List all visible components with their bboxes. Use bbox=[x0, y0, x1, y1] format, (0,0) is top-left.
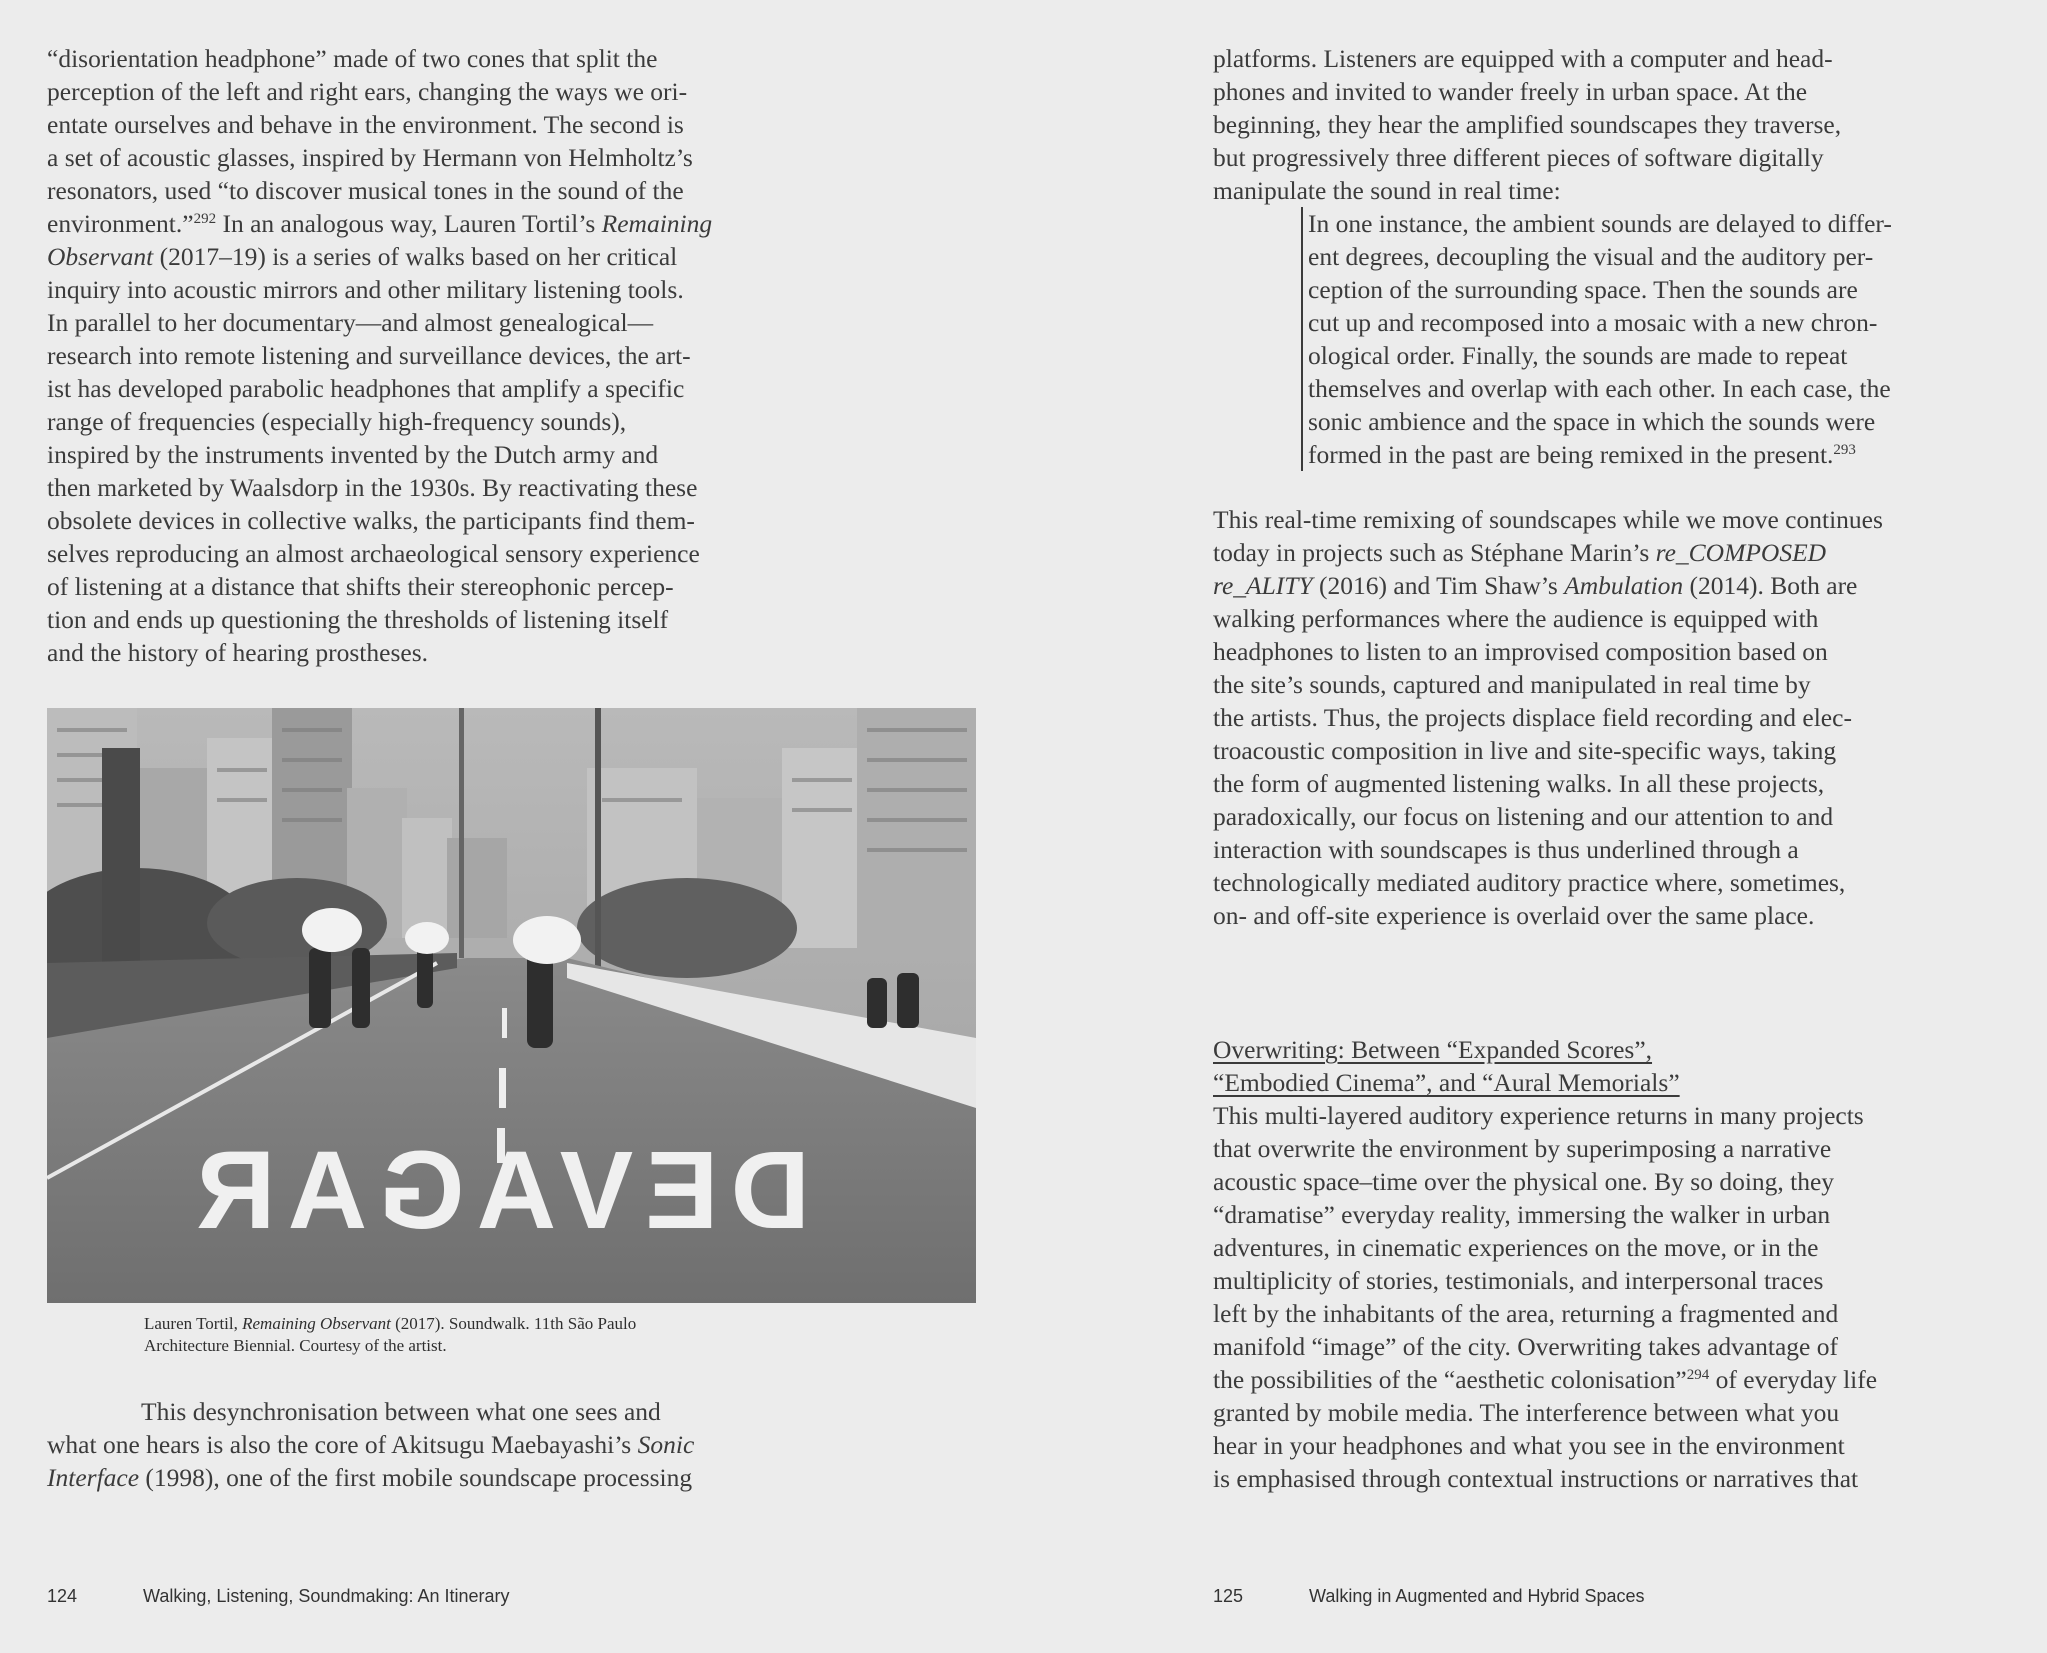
right-page-number: 125 bbox=[1213, 1586, 1244, 1606]
caption-line bbox=[144, 1313, 636, 1335]
text-line: troacoustic composition in live and site-specific ways, taking bbox=[1213, 736, 1837, 765]
work-title: Interface bbox=[47, 1463, 140, 1492]
quote-line: ception of the surrounding space. Then the sounds are bbox=[1308, 275, 1858, 304]
right-paragraph-3 bbox=[1213, 1099, 1877, 1495]
text-line: phones and invited to wander freely in urban space. At the bbox=[1213, 77, 1808, 106]
text-line: “dramatise” everyday reality, immersing the walker in urban bbox=[1213, 1200, 1831, 1229]
text-line: resonators, used “to discover musical tones in the sound of the bbox=[47, 176, 684, 205]
text-line: selves reproducing an almost archaeological sensory experience bbox=[47, 539, 700, 568]
block-quote bbox=[1301, 207, 1892, 471]
text-line: “disorientation headphone” made of two cones that split the bbox=[47, 44, 658, 73]
text-line: manifold “image” of the city. Overwriting takes advantage of bbox=[1213, 1332, 1838, 1361]
text-line bbox=[1213, 536, 1883, 569]
text-line: then marketed by Waalsdorp in the 1930s. By reactivating these bbox=[47, 473, 698, 502]
text-line: research into remote listening and surveillance devices, the art- bbox=[47, 341, 691, 370]
text-line bbox=[1213, 1363, 1877, 1396]
text-line: walking performances where the audience is equipped with bbox=[1213, 604, 1819, 633]
text-line: interaction with soundscapes is thus underlined through a bbox=[1213, 835, 1799, 864]
text-fragment: today in projects such as Stéphane Marin’s bbox=[1213, 538, 1656, 567]
text-line: acoustic space–time over the physical one. By so doing, they bbox=[1213, 1167, 1835, 1196]
text-fragment: what one hears is also the core of Akitsugu Maebayashi’s bbox=[47, 1430, 638, 1459]
footnote-ref-294: 294 bbox=[1686, 1367, 1710, 1383]
text-line: but progressively three different pieces of software digitally bbox=[1213, 143, 1824, 172]
text-line: obsolete devices in collective walks, the participants find them- bbox=[47, 506, 695, 535]
text-line bbox=[47, 1428, 694, 1461]
text-line: the form of augmented listening walks. In all these projects, bbox=[1213, 769, 1825, 798]
left-paragraph-2 bbox=[47, 1395, 694, 1494]
footnote-ref-293: 293 bbox=[1833, 442, 1856, 458]
text-line: inquiry into acoustic mirrors and other military listening tools. bbox=[47, 275, 684, 304]
text-line: entate ourselves and behave in the environment. The second is bbox=[47, 110, 684, 139]
text-line bbox=[1213, 569, 1883, 602]
text-line: that overwrite the environment by superimposing a narrative bbox=[1213, 1134, 1832, 1163]
section-heading bbox=[1213, 1033, 1680, 1099]
left-paragraph-1 bbox=[47, 42, 712, 669]
text-line bbox=[47, 207, 712, 240]
text-line: manipulate the sound in real time: bbox=[1213, 176, 1561, 205]
text-fragment: (2016) and Tim Shaw’s bbox=[1312, 571, 1565, 600]
text-fragment: (2014). Both are bbox=[1683, 571, 1858, 600]
text-fragment: (1998), one of the first mobile soundscape processing bbox=[139, 1463, 693, 1492]
right-running-head: Walking in Augmented and Hybrid Spaces bbox=[1309, 1586, 1645, 1606]
caption-fragment: Lauren Tortil, bbox=[144, 1314, 243, 1333]
text-line: headphones to listen to an improvised composition based on bbox=[1213, 637, 1828, 666]
text-line: of listening at a distance that shifts their stereophonic percep- bbox=[47, 572, 674, 601]
text-line: hear in your headphones and what you see in the environment bbox=[1213, 1431, 1845, 1460]
quote-line: sonic ambience and the space in which the sounds were bbox=[1308, 407, 1876, 436]
work-title: Ambulation bbox=[1564, 571, 1684, 600]
work-title: re_COMPOSED bbox=[1655, 538, 1827, 567]
quote-line: themselves and overlap with each other. In each case, the bbox=[1308, 374, 1891, 403]
quote-line bbox=[1308, 438, 1892, 471]
quote-line: cut up and recomposed into a mosaic with a new chron- bbox=[1308, 308, 1878, 337]
road-marking-text: DEVAGAR bbox=[184, 1129, 810, 1252]
text-fragment: (2017–19) is a series of walks based on her critical bbox=[153, 242, 678, 271]
text-line: the site’s sounds, captured and manipulated in real time by bbox=[1213, 670, 1811, 699]
text-line: technologically mediated auditory practice where, sometimes, bbox=[1213, 868, 1846, 897]
work-title: Remaining bbox=[601, 209, 713, 238]
text-line: This multi-layered auditory experience returns in many projects bbox=[1213, 1101, 1864, 1130]
left-running-head: Walking, Listening, Soundmaking: An Itinerary bbox=[143, 1586, 510, 1606]
heading-line: “Embodied Cinema”, and “Aural Memorials” bbox=[1213, 1068, 1680, 1097]
text-line: ist has developed parabolic headphones that amplify a specific bbox=[47, 374, 685, 403]
right-paragraph-2 bbox=[1213, 503, 1883, 932]
text-line: multiplicity of stories, testimonials, and interpersonal traces bbox=[1213, 1266, 1824, 1295]
text-line: perception of the left and right ears, changing the ways we ori- bbox=[47, 77, 688, 106]
text-fragment: formed in the past are being remixed in the present. bbox=[1308, 440, 1834, 469]
text-line: In parallel to her documentary—and almost genealogical— bbox=[47, 308, 654, 337]
text-fragment: environment.” bbox=[47, 209, 194, 238]
quote-line: ological order. Finally, the sounds are made to repeat bbox=[1308, 341, 1848, 370]
work-title: Sonic bbox=[637, 1430, 695, 1459]
text-line bbox=[47, 1461, 694, 1494]
text-line: adventures, in cinematic experiences on the move, or in the bbox=[1213, 1233, 1819, 1262]
figure-caption bbox=[144, 1313, 636, 1357]
left-page-number: 124 bbox=[47, 1586, 78, 1606]
text-line: range of frequencies (especially high-frequency sounds), bbox=[47, 407, 627, 436]
quote-line: ent degrees, decoupling the visual and the auditory per- bbox=[1308, 242, 1874, 271]
text-line: tion and ends up questioning the thresholds of listening itself bbox=[47, 605, 669, 634]
text-line: This desynchronisation between what one sees and bbox=[141, 1397, 661, 1426]
text-line: and the history of hearing prostheses. bbox=[47, 638, 428, 667]
heading-line: Overwriting: Between “Expanded Scores”, bbox=[1213, 1035, 1653, 1064]
caption-fragment: (2017). Soundwalk. 11th São Paulo bbox=[390, 1314, 637, 1333]
photo-illustration bbox=[47, 708, 976, 1303]
text-line: is emphasised through contextual instructions or narratives that bbox=[1213, 1464, 1859, 1493]
text-line bbox=[47, 240, 712, 273]
text-line: on- and off-site experience is overlaid over the same place. bbox=[1213, 901, 1815, 930]
text-fragment: the possibilities of the “aesthetic colonisation” bbox=[1213, 1365, 1687, 1394]
text-line: a set of acoustic glasses, inspired by Hermann von Helmholtz’s bbox=[47, 143, 693, 172]
text-line: left by the inhabitants of the area, returning a fragmented and bbox=[1213, 1299, 1839, 1328]
caption-work-title: Remaining Observant bbox=[242, 1314, 391, 1333]
text-line: granted by mobile media. The interference between what you bbox=[1213, 1398, 1840, 1427]
text-line: platforms. Listeners are equipped with a computer and head- bbox=[1213, 44, 1833, 73]
text-line: inspired by the instruments invented by the Dutch army and bbox=[47, 440, 659, 469]
soundwalk-photo bbox=[47, 708, 976, 1303]
caption-line: Architecture Biennial. Courtesy of the artist. bbox=[144, 1336, 447, 1355]
work-title: Observant bbox=[47, 242, 154, 271]
text-line: paradoxically, our focus on listening and our attention to and bbox=[1213, 802, 1834, 831]
text-fragment: In an analogous way, Lauren Tortil’s bbox=[216, 209, 602, 238]
quote-line: In one instance, the ambient sounds are delayed to differ- bbox=[1308, 209, 1892, 238]
work-title: re_ALITY bbox=[1213, 571, 1313, 600]
text-line: the artists. Thus, the projects displace field recording and elec- bbox=[1213, 703, 1852, 732]
text-line: This real-time remixing of soundscapes while we move continues bbox=[1213, 505, 1883, 534]
right-paragraph-1 bbox=[1213, 42, 1841, 207]
text-fragment: of everyday life bbox=[1709, 1365, 1878, 1394]
footnote-ref-292: 292 bbox=[193, 211, 217, 227]
text-line: beginning, they hear the amplified soundscapes they traverse, bbox=[1213, 110, 1842, 139]
